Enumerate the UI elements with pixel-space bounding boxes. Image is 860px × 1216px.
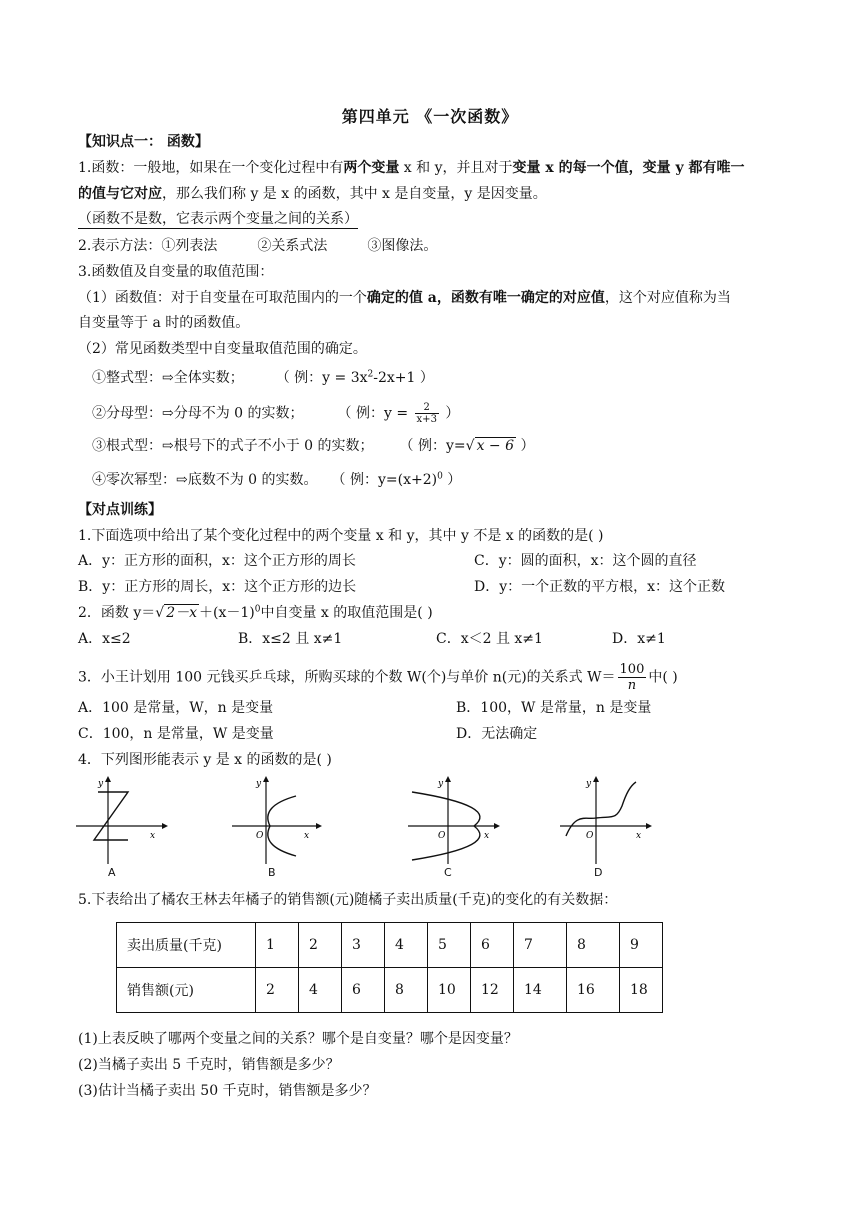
table-cell: 4 [299, 968, 342, 1013]
example-fraction [415, 402, 439, 425]
fraction-numerator: 2 [415, 402, 439, 414]
table-cell: 3 [342, 923, 385, 968]
axis-y-label: y [438, 779, 444, 789]
common-types-heading: （2）常见函数类型中自变量取值范围的确定。 [78, 341, 367, 357]
function-note [78, 209, 358, 229]
table-cell: 14 [514, 968, 567, 1013]
fvalue-text-2: ，这个对应值称为当 [604, 290, 731, 306]
section-heading-practice: 【对点训练】 [78, 502, 162, 518]
function-definition-line1 [78, 158, 745, 178]
question-1-option-b: B．y：正方形的周长，x：这个正方形的边长 [78, 579, 357, 595]
type-exponent: 2 [367, 369, 374, 380]
table-cell: 2 [299, 923, 342, 968]
q3-fraction [618, 662, 647, 693]
type-name: ③根式型：⇨根号下的式子不小于 0 的实数； [92, 438, 374, 454]
type-exponent: 0 [437, 471, 443, 482]
def-bold-1: 两个变量 [343, 160, 400, 176]
table-cell: 6 [342, 968, 385, 1013]
question-3-option-c: C．100，n 是常量，W 是变量 [78, 726, 274, 742]
q3-stem-a: 3．小王计划用 100 元钱买乒乓球，所购买球的个数 W(个)与单价 n(元)的关系式 W＝ [78, 669, 616, 686]
type-zero-power [92, 470, 461, 490]
fvalue-bold: 确定的值 a，函数有唯一确定的对应值 [366, 290, 605, 306]
sales-table [116, 922, 663, 1013]
graph-d [556, 776, 652, 866]
question-1-option-a: A．y：正方形的面积，x：这个正方形的周长 [78, 553, 356, 569]
question-3-option-a: A．100 是常量，W，n 是变量 [78, 700, 274, 716]
table-cell: 8 [385, 968, 428, 1013]
table-row [117, 968, 663, 1013]
table-cell: 4 [385, 923, 428, 968]
q3-denominator: n [627, 678, 637, 693]
question-5-stem: 5.下表给出了橘农王林去年橘子的销售额(元)随橘子卖出质量(千克)的变化的有关数据： [78, 892, 618, 908]
question-2-option-d: D．x≠1 [612, 631, 666, 647]
question-2-option-a: A．x≤2 [78, 631, 131, 647]
table-cell: 12 [471, 968, 514, 1013]
table-cell: 10 [428, 968, 471, 1013]
question-3-stem [78, 662, 678, 693]
q2-stem-c: 中自变量 x 的取值范围是( ) [260, 605, 433, 621]
def-text-3: ，那么我们称 y 是 x 的函数，其中 x 是自变量，y 是因变量。 [162, 186, 547, 202]
q2-stem-a: 2．函数 y＝ [78, 605, 156, 621]
type-example-tail: ） [440, 405, 460, 422]
example-radicand: x − 6 [476, 438, 514, 454]
q2-exponent: 0 [254, 604, 261, 615]
axis-y-label: y [586, 779, 592, 789]
question-2-option-c: C．x＜2 且 x≠1 [436, 631, 543, 647]
graph-c [404, 776, 500, 866]
table-cell: 5 [428, 923, 471, 968]
function-value-line1 [78, 288, 731, 308]
type-denominator [92, 402, 459, 425]
type-example: （ 例：y = 3x [275, 370, 368, 386]
graph-d-label: D [594, 866, 603, 879]
method-graph: ③图像法。 [367, 238, 438, 254]
question-4-stem: 4．下列图形能表示 y 是 x 的函数的是( ) [78, 752, 332, 768]
type-polynomial [92, 368, 434, 388]
type-example-tail: ） [516, 438, 535, 454]
def-text-2: x 和 y，并且对于 [399, 160, 513, 176]
methods-label: 2.表示方法： [78, 238, 162, 254]
representation-methods [78, 236, 437, 256]
axis-y-label: y [98, 779, 104, 789]
graph-a [76, 776, 168, 866]
question-5-sub-3: (3)估计当橘子卖出 50 千克时，销售额是多少？ [78, 1083, 377, 1099]
type-name: ①整式型：⇨全体实数； [92, 370, 244, 386]
type-name: ④零次幂型：⇨底数不为 0 的实数。 [92, 472, 318, 488]
table-header-cell: 卖出质量(千克) [117, 923, 256, 968]
question-1-stem: 1.下面选项中给出了某个变化过程中的两个变量 x 和 y，其中 y 不是 x 的函数的是( ) [78, 528, 604, 544]
question-5-sub-2: (2)当橘子卖出 5 千克时，销售额是多少？ [78, 1057, 340, 1073]
graph-c-label: C [444, 866, 452, 879]
table-header-cell: 销售额(元) [117, 968, 256, 1013]
fvalue-text-1: （1）函数值：对于自变量在可取范围内的一个 [78, 290, 367, 306]
question-1-option-d: D．y：一个正数的平方根，x：这个正数 [474, 579, 726, 595]
method-formula: ②关系式法 [257, 238, 328, 254]
type-example: （ 例：y=(x+2) [331, 472, 438, 488]
table-cell: 1 [256, 923, 299, 968]
table-cell: 7 [514, 923, 567, 968]
fraction-denominator: x+3 [416, 414, 437, 425]
method-table: ①列表法 [161, 238, 218, 254]
origin-label: O [256, 831, 264, 841]
type-example: （ 例：y = [337, 405, 413, 422]
axis-x-label: x [636, 831, 642, 841]
type-name: ②分母型：⇨分母不为 0 的实数； [92, 405, 304, 422]
graph-b-label: B [268, 866, 276, 879]
table-cell: 8 [567, 923, 620, 968]
range-heading: 3.函数值及自变量的取值范围： [78, 264, 274, 280]
q3-numerator: 100 [619, 662, 645, 677]
type-example-tail: ） [442, 472, 462, 488]
table-cell: 16 [567, 968, 620, 1013]
type-radical [92, 436, 534, 456]
question-3-option-b: B．100，W 是常量，n 是变量 [456, 700, 652, 716]
type-example: （ 例：y=√ [399, 438, 475, 454]
question-1-option-c: C．y：圆的面积，x：这个圆的直径 [474, 553, 697, 569]
axis-x-label: x [484, 831, 490, 841]
question-5-sub-1: (1)上表反映了哪两个变量之间的关系？哪个是自变量？哪个是因变量？ [78, 1031, 518, 1047]
def-bold-3: 的值与它对应 [78, 186, 162, 202]
def-bold-2: 变量 x 的每一个值，变量 y 都有唯一 [512, 160, 745, 176]
table-row [117, 923, 663, 968]
q2-radicand: 2－x [166, 605, 198, 621]
def-text-1: 1.函数：一般地，如果在一个变化过程中有 [78, 160, 344, 176]
def-note: （函数不是数，它表示两个变量之间的关系） [78, 211, 358, 227]
graph-b [230, 776, 322, 866]
q2-stem-b: ＋(x－1) [199, 605, 255, 621]
function-value-line2: 自变量等于 a 时的函数值。 [78, 315, 250, 331]
origin-label: O [586, 831, 594, 841]
axis-x-label: x [150, 831, 156, 841]
table-cell: 2 [256, 968, 299, 1013]
question-2-stem: 2．函数 y＝√ $2-x +(x-1)^0$中自变量 x 的取值范围是( ) [78, 604, 433, 621]
table-cell: 6 [471, 923, 514, 968]
axis-y-label: y [256, 779, 262, 789]
type-example-tail: -2x+1 ） [373, 370, 434, 386]
q3-stem-b: 中( ) [648, 669, 678, 686]
origin-label: O [438, 831, 446, 841]
question-2-option-b: B．x≤2 且 x≠1 [238, 631, 343, 647]
axis-x-label: x [304, 831, 310, 841]
table-cell: 18 [620, 968, 663, 1013]
function-definition-line2 [78, 184, 547, 204]
graph-a-label: A [108, 866, 116, 879]
table-cell: 9 [620, 923, 663, 968]
page-title: 第四单元 《一次函数》 [341, 107, 519, 126]
section-heading-knowledge: 【知识点一： 函数】 [78, 134, 209, 150]
question-3-option-d: D．无法确定 [456, 726, 538, 742]
